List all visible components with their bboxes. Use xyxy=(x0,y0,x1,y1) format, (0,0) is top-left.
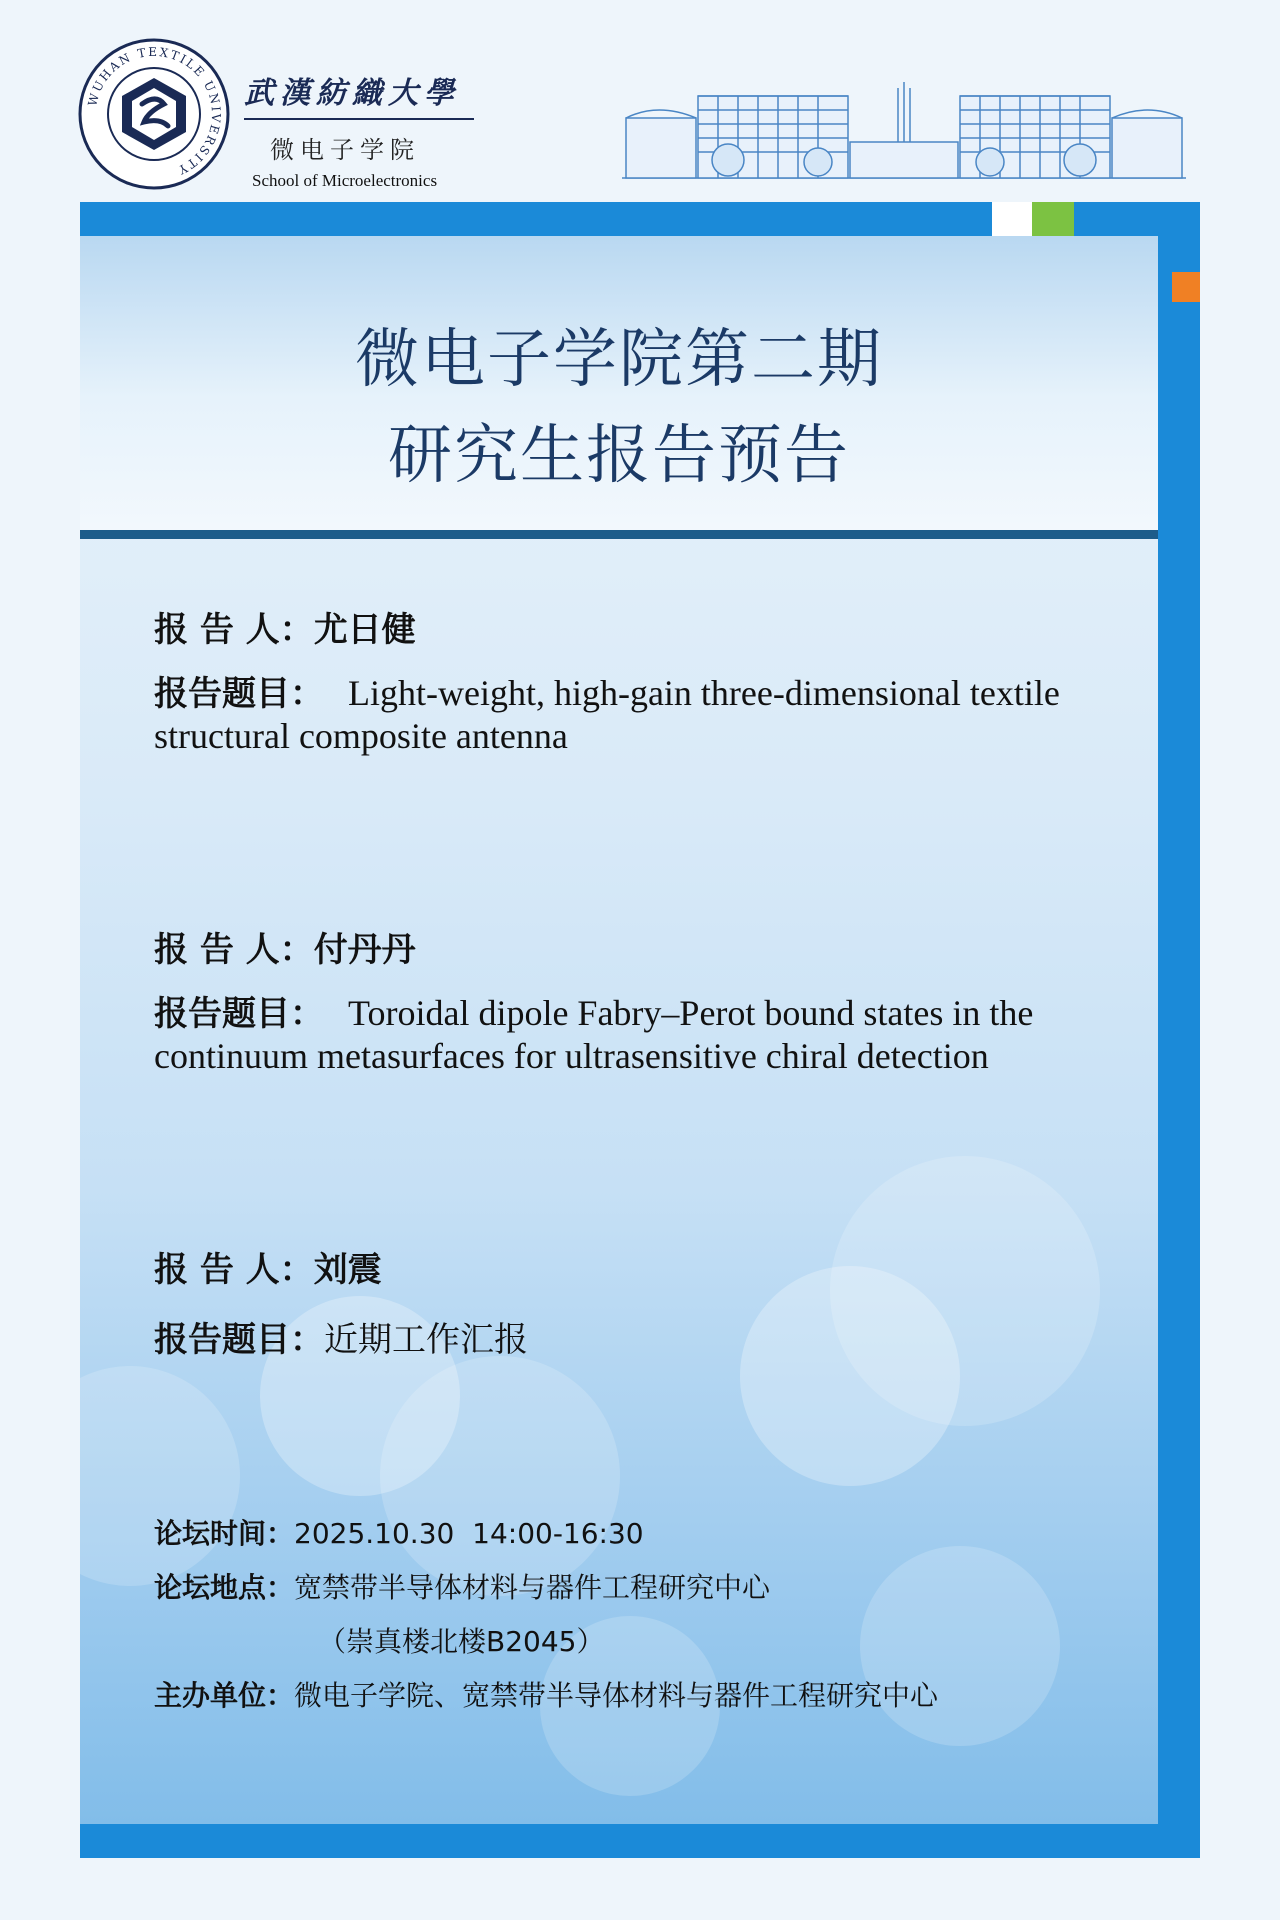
forum-place-value: 宽禁带半导体材料与器件工程研究中心 xyxy=(294,1571,771,1604)
bokeh-circle xyxy=(80,1366,240,1586)
speaker-label: 报 告 人： xyxy=(154,1250,314,1290)
report-3-speaker xyxy=(154,1242,382,1291)
topic-label: 报告题目： xyxy=(154,994,324,1034)
report-1-topic xyxy=(154,672,1094,757)
frame-accent-orange xyxy=(1172,272,1200,302)
bokeh-circle xyxy=(380,1356,620,1596)
forum-host xyxy=(154,1674,938,1714)
speaker-name: 付丹丹 xyxy=(313,930,416,970)
title-divider xyxy=(80,530,1158,539)
report-2-topic xyxy=(154,992,1094,1077)
topic-label: 报告题目： xyxy=(154,674,324,714)
topic-label: 报告题目： xyxy=(154,1320,324,1360)
topic-text: Light-weight, high-gain three-dimensional textile structural composite antenna xyxy=(154,673,1060,756)
title-banner xyxy=(80,236,1158,530)
school-name-cn: 微电子学院 xyxy=(270,136,420,164)
report-3-topic xyxy=(154,1312,528,1361)
school-name-en: School of Microelectronics xyxy=(252,171,438,190)
forum-place-detail xyxy=(318,1620,604,1660)
university-name-calligraphy: 武漢紡織大學 xyxy=(244,68,474,120)
forum-host-label: 主办单位： xyxy=(154,1679,295,1712)
report-2-speaker xyxy=(154,922,416,971)
topic-text: 近期工作汇报 xyxy=(324,1320,528,1360)
frame-accent-green xyxy=(1032,202,1074,236)
speaker-name: 刘震 xyxy=(313,1250,382,1290)
school-name-block xyxy=(244,68,474,191)
seal-ring-text: WUHAN TEXTILE UNIVERSITY xyxy=(85,44,224,178)
poster-title-line-2: 研究生报告预告 xyxy=(388,419,850,493)
forum-time xyxy=(154,1512,644,1552)
bokeh-circle xyxy=(860,1546,1060,1746)
speaker-name: 尤日健 xyxy=(313,610,416,650)
forum-place-label: 论坛地点： xyxy=(154,1571,295,1604)
speaker-label: 报 告 人： xyxy=(154,930,314,970)
forum-time-label: 论坛时间： xyxy=(154,1517,295,1550)
forum-place xyxy=(154,1566,770,1606)
speaker-label: 报 告 人： xyxy=(154,610,314,650)
poster-title-line-1: 微电子学院第二期 xyxy=(355,323,883,397)
forum-host-value: 微电子学院、宽禁带半导体材料与器件工程研究中心 xyxy=(294,1679,939,1712)
university-seal-logo xyxy=(78,38,230,190)
forum-time-value: 2025.10.30 14:00-16:30 xyxy=(294,1517,644,1550)
forum-place-room: （崇真楼北楼B2045） xyxy=(318,1625,605,1658)
report-1-speaker xyxy=(154,602,416,651)
poster-panel xyxy=(80,236,1158,1824)
campus-building-illustration xyxy=(618,82,1190,182)
topic-text: Toroidal dipole Fabry–Perot bound states in the continuum metasurfaces for ultrasensitive chiral detection xyxy=(154,993,1034,1076)
bokeh-circle xyxy=(830,1156,1100,1426)
frame-accent-white xyxy=(992,202,1032,236)
